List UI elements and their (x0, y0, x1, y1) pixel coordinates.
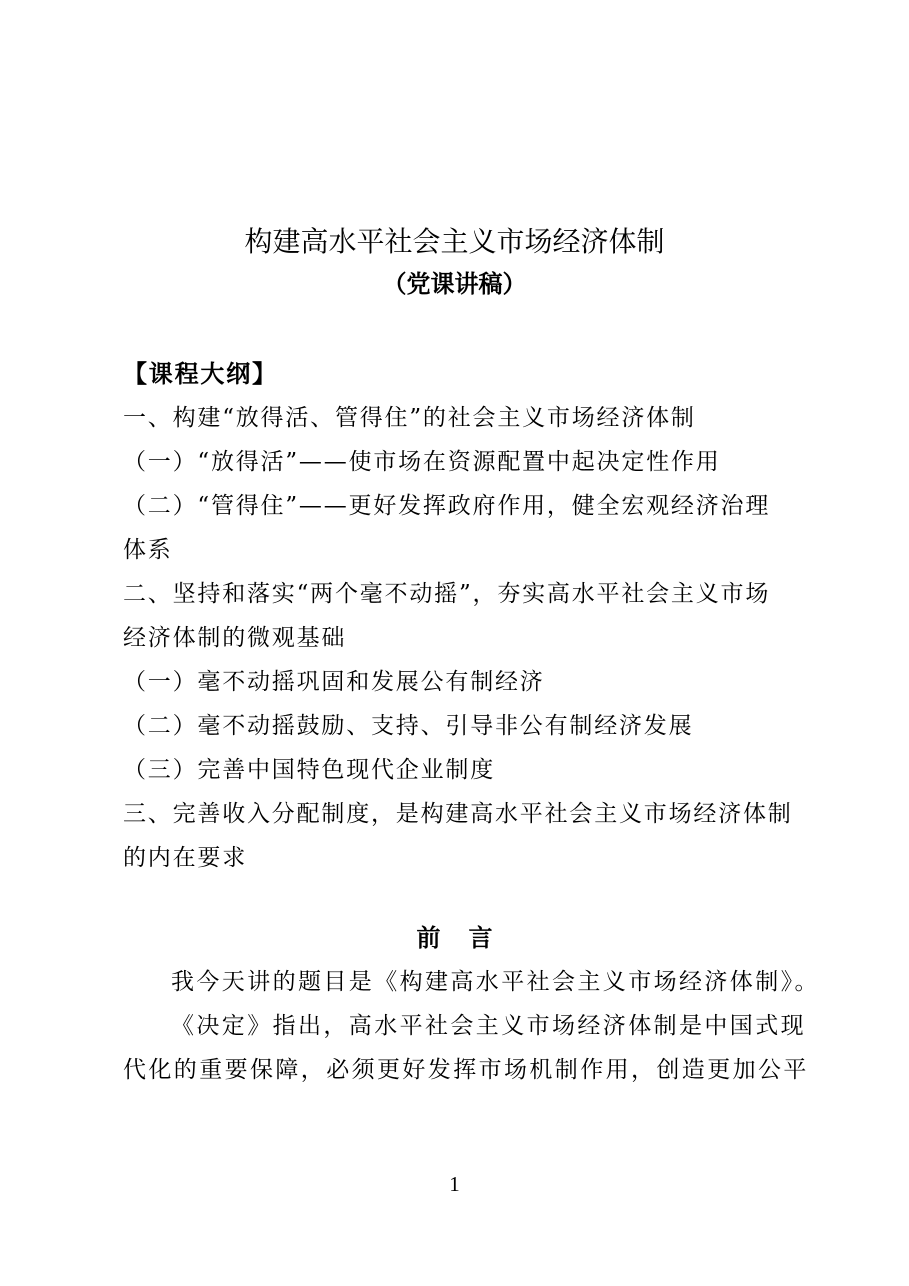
page-number: 1 (449, 1172, 460, 1196)
outline-line: 三、完善收入分配制度，是构建高水平社会主义市场经济体制 (123, 801, 793, 827)
outline-line: 的内在要求 (123, 845, 247, 871)
preface-line: 《决定》指出，高水平社会主义市场经济体制是中国式现 (171, 1013, 806, 1039)
preface-line: 我今天讲的题目是《构建高水平社会主义市场经济体制》。 (171, 969, 820, 995)
outline-heading: 【课程大纲】 (123, 360, 278, 388)
document-subtitle: （党课讲稿） (382, 270, 527, 298)
preface-line: 代化的重要保障，必须更好发挥市场机制作用，创造更加公平 (123, 1057, 809, 1083)
outline-line: （二）毫不动摇鼓励、支持、引导非公有制经济发展 (123, 713, 694, 739)
outline-line: 二、坚持和落实“两个毫不动摇”，夯实高水平社会主义市场 (123, 581, 771, 607)
outline-line: 一、构建“放得活、管得住”的社会主义市场经济体制 (123, 405, 696, 431)
outline-line: （一）“放得活”——使市场在资源配置中起决定性作用 (123, 449, 721, 475)
outline-line: 经济体制的微观基础 (123, 625, 347, 651)
outline-line: 体系 (123, 537, 173, 563)
outline-line: （一）毫不动摇巩固和发展公有制经济 (123, 669, 545, 695)
preface-heading: 前言 (416, 924, 521, 952)
course-outline (123, 352, 798, 880)
document-title: 构建高水平社会主义市场经济体制 (244, 225, 665, 258)
outline-line: （三）完善中国特色现代企业制度 (123, 757, 495, 783)
outline-line: （二）“管得住”——更好发挥政府作用，健全宏观经济治理 (123, 493, 771, 519)
preface-paragraph (123, 960, 820, 1092)
